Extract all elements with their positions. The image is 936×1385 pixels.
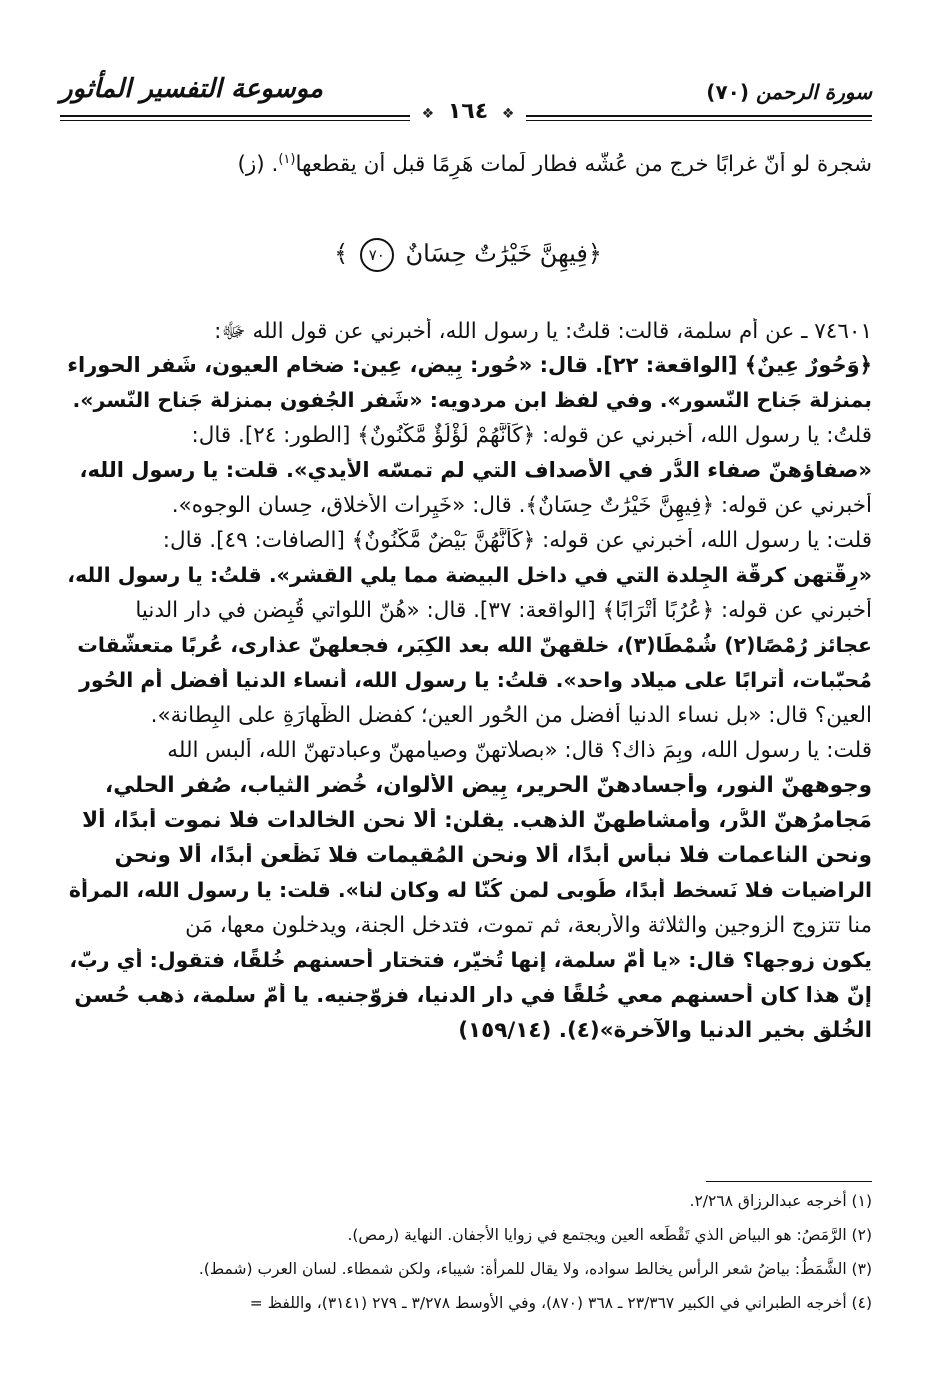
ornament-icon: ❖	[501, 106, 515, 122]
body-line-text: وجوههنّ النور، وأجسادهنّ الحرير، بِيض الألوان، خُضر الثياب، صُفر الحلي،	[105, 773, 872, 798]
body-line	[64, 528, 872, 562]
ornament-icon: ❖	[421, 106, 435, 122]
opening-tag: . (ز)	[237, 152, 279, 178]
ayah-close: ﴾	[334, 239, 349, 268]
body-line	[64, 843, 872, 877]
sura-name: سورة الرحمن	[755, 80, 872, 104]
body-line	[64, 353, 872, 387]
body-line	[64, 668, 872, 702]
body-line	[64, 388, 872, 422]
opening-text: شجرة لو أنّ غرابًا خرج من عُشّه فطار لَمات هَرِمًا قبل أن يقطعها	[295, 152, 872, 178]
body-line	[64, 633, 872, 667]
body-line	[64, 318, 872, 352]
body-line	[64, 878, 872, 912]
body-line-text: ٧٤٦٠١ ـ عن أم سلمة، قالت: قلتُ: يا رسول الله، أخبرني عن قول الله ﷻ:	[214, 319, 872, 344]
body-line-text: ﴿وَحُورٌ عِينٌ﴾ [الواقعة: ٢٢]. قال: «حُور: بِيض، عِين: ضخام العيون، شَفر الحوراء	[67, 353, 872, 377]
body-line	[64, 423, 872, 457]
body-line-text: قلت: يا رسول الله، وبِمَ ذاك؟ قال: «بصلاتهنّ وصيامهنّ وعبادتهنّ الله، ألبس الله	[167, 738, 872, 763]
opening-line	[64, 152, 872, 186]
body-line-text: العين؟ قال: «بل نساء الدنيا أفضل من الحُور العين؛ كفضل الظّهارَةِ على البِطانة».	[150, 703, 872, 728]
body-line	[64, 598, 872, 632]
body-line	[64, 563, 872, 597]
body-line	[64, 808, 872, 842]
body-line	[64, 983, 872, 1017]
ayah-heading	[0, 238, 936, 272]
footnote: (٣) الشَّمَطُ: بياضُ شعر الرأس يخالط سواده، ولا يقال للمرأة: شيباء، ولكن شمطاء. لسان العرب (شمط).	[198, 1260, 872, 1278]
body-line-text: الراضيات فلا نَسخط أبدًا، طُوبى لمن كُنّا له وكان لنا». قلت: يا رسول الله، المرأة	[68, 878, 872, 902]
body-line-text: مَجامرُهنّ الدُّر، وأمشاطهنّ الذهب. يقلن: ألا نحن الخالدات فلا نموت أبدًا، ألا	[82, 808, 872, 833]
footnote-marker: (١)	[278, 152, 296, 167]
footnote: (٤) أخرجه الطبراني في الكبير ٢٣/٣٦٧ ـ ٣٦٨ (٨٧٠)، وفي الأوسط ٣/٢٧٨ ـ ٢٧٩ (٣١٤١)، واللفظ =	[249, 1294, 872, 1312]
body-line-text: أخبرني عن قوله: ﴿عُرُبًا أَتْرَابًا﴾ [الواقعة: ٣٧]. قال: «هُنّ اللواتي قُبِضن في دار الدنيا	[135, 598, 872, 623]
body-line-text: منا تتزوج الزوجين والثلاثة والأربعة، ثم تموت، فتدخل الجنة، ويدخلون معها، مَن	[185, 913, 872, 938]
body-line-text: مُحبّبات، أترابًا على ميلاد واحد». قلتُ: يا رسول الله، أنساء الدنيا أفضل أم الحُور	[79, 668, 872, 692]
footnote: (٢) الرَّمَصُ: هو البياض الذي تَقْطَعه العين ويجتمع في زوايا الأجفان. النهاية (رمص).	[347, 1226, 872, 1244]
body-line	[64, 458, 872, 492]
body-line-text: عجائز رُمْصًا(٢) شُمْطًا(٣)، خلقهنّ الله بعد الكِبَر، فجعلهنّ عذارى، عُربًا متعشّقات	[77, 633, 872, 657]
ayah-ref: (٧٠)	[706, 80, 749, 104]
book-title: موسوعة التفسير المأثور	[60, 74, 323, 104]
ayah-number: ٧٠	[360, 238, 394, 272]
body-line	[64, 703, 872, 737]
page-number-wrap	[0, 99, 936, 124]
body-line	[64, 913, 872, 947]
body-line-text: بمنزلة جَناح النّسور». وفي لفظ ابن مردويه: «شَفر الجُفون بمنزلة جَناح النّسر».	[72, 388, 872, 412]
body-line-text: قلت: يا رسول الله، أخبرني عن قوله: ﴿كَأَنَّهُنَّ بَيْضٌ مَّكْنُونٌ﴾ [الصافات: ٤٩]. قال:	[162, 528, 872, 553]
body-line-text: قلتُ: يا رسول الله، أخبرني عن قوله: ﴿كَأَنَّهُمْ لُؤْلُؤٌ مَّكْنُونٌ﴾ [الطور: ٢٤]. قال:	[191, 423, 872, 448]
body-line-text: أخبرني عن قوله: ﴿فِيهِنَّ خَيْرَٰتٌ حِسَانٌ﴾. قال: «خَيِرات الأخلاق، حِسان الوجوه».	[171, 493, 872, 518]
ayah-text: ﴿فِيهِنَّ خَيْرَٰتٌ حِسَانٌ	[405, 239, 602, 268]
body-line	[64, 773, 872, 807]
body-line-text: يكون زوجها؟ قال: «يا أُمّ سلمة، إنها تُخيّر، فتختار أحسنهم خُلقًا، فتقول: أي ربّ،	[69, 948, 872, 972]
body-line-text: الخُلق بخير الدنيا والآخرة»(٤). (١٥٩/١٤)	[458, 1018, 872, 1043]
footnote-rule	[706, 1181, 872, 1182]
body-line-text: «رِقّتهن كرقّة الجِلدة التي في داخل البيضة مما يلي القشر». قلتُ: يا رسول الله،	[67, 563, 872, 587]
page-number: ١٦٤	[447, 99, 489, 124]
body-line	[64, 948, 872, 982]
page-number-box	[410, 99, 527, 124]
footnote: (١) أخرجه عبدالرزاق ٢/٢٦٨.	[689, 1192, 872, 1210]
body-line-text: ونحن الناعمات فلا نبأس أبدًا، ألا ونحن المُقيمات فلا نَظْعن أبدًا، ألا ونحن	[114, 843, 872, 868]
body-line	[64, 738, 872, 772]
body-line-text: «صفاؤهنّ صفاء الدُّر في الأصداف التي لم تمسّه الأيدي». قلت: يا رسول الله،	[79, 458, 872, 482]
body-line	[64, 1018, 872, 1052]
body-line-text: إنّ هذا كان أحسنهم معي خُلقًا في دار الدنيا، فزوّجنيه. يا أُمّ سلمة، ذهب حُسن	[74, 983, 872, 1007]
body-line	[64, 493, 872, 527]
